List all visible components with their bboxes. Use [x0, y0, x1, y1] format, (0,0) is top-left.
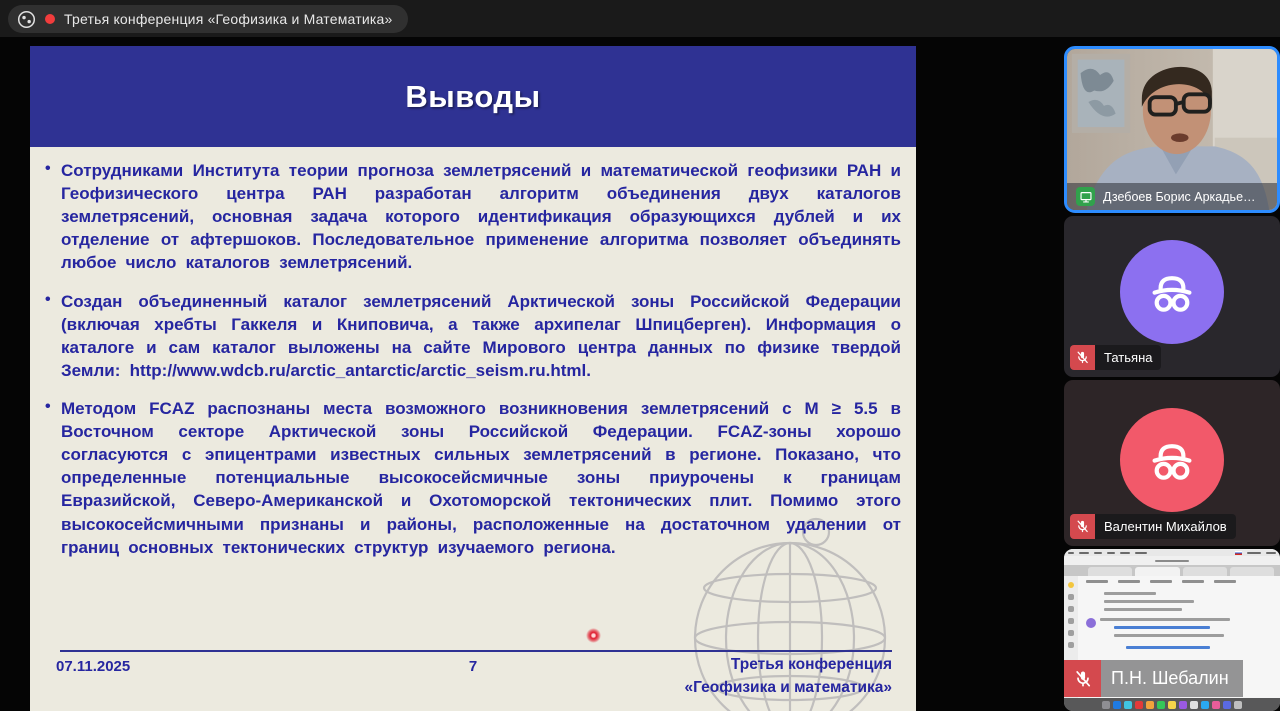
mail-window-title: [1064, 556, 1280, 565]
participant-name: Дзебоев Борис Аркадье…: [1103, 189, 1256, 204]
meeting-title-pill[interactable]: [8, 5, 408, 33]
participant-name: Валентин Михайлов: [1095, 514, 1236, 539]
avatar: [1120, 408, 1224, 512]
browser-tabs: [1064, 565, 1280, 576]
slide-header-band: [30, 46, 916, 147]
participant-name-plate: [1067, 183, 1277, 210]
bullet-marker: •: [45, 290, 51, 308]
app-logo-icon: [17, 10, 36, 29]
bullet-marker: •: [45, 397, 51, 415]
incognito-icon: [1142, 430, 1202, 490]
participant-tile-screenshare[interactable]: [1064, 549, 1280, 711]
meeting-title: Третья конференция «Геофизика и Математика»: [64, 11, 393, 27]
participant-name-plate: [1070, 345, 1161, 370]
laser-pointer-dot: [586, 628, 601, 643]
participant-tile-avatar[interactable]: [1064, 216, 1280, 377]
mic-muted-icon: [1070, 345, 1095, 370]
participant-name: Татьяна: [1095, 345, 1161, 370]
conference-line2: «Геофизика и математика»: [684, 679, 892, 697]
slide-title: Выводы: [405, 78, 541, 114]
mic-muted-icon: [1070, 514, 1095, 539]
bullet-item: [45, 290, 901, 382]
bullet-item: [45, 397, 901, 559]
participant-name-plate: [1064, 660, 1243, 697]
slide-bullet-list: [45, 159, 901, 574]
mail-toolbar: [1078, 576, 1280, 587]
recording-indicator: [45, 14, 55, 24]
bullet-text: Методом FCAZ распознаны места возможного возникновения землетрясений с M ≥ 5.5 в Восточном секторе Арктической зоны Российской Федерации. FCAZ-зоны хорошо согласуются с эпицентрами известных сильных землетрясений в регионе. Показано, что определенные потенциальные высокосейсмичные зоны приурочены к границам Евразийской, Северо-Американской и Охотоморской тектонических плит. Помимо этого высокосейсмичными признаны и районы, расположенные на достаточном удалении от границ основных тектонических структур изучаемого региона.: [61, 398, 901, 557]
mail-message: [1100, 618, 1274, 649]
sender-avatar: [1086, 618, 1096, 628]
window-titlebar: [0, 0, 1280, 37]
screen-share-icon: [1076, 187, 1095, 206]
bullet-item: [45, 159, 901, 275]
incognito-icon: [1142, 262, 1202, 322]
mac-menubar: [1064, 549, 1280, 556]
shared-slide: [30, 46, 916, 711]
bullet-marker: •: [45, 160, 51, 177]
slide-page-number: 7: [468, 658, 478, 675]
participant-name: П.Н. Шебалин: [1101, 660, 1243, 697]
slide-footer-date: 07.11.2025: [56, 658, 131, 675]
bullet-text: Сотрудниками Института теории прогноза землетрясений и математической геофизики РАН и Геофизического центра РАН разработан алгоритм объединения двух каталогов землетрясений, основная задача которого идентификация образующихся дублей и их отделение от афтершоков. Последовательное применение алгоритма позволяет объединять любое число каталогов землетрясений.: [61, 161, 901, 273]
bullet-text: Создан объединенный каталог землетрясений Арктической зоны Российской Федерации (включая хребты Гаккеля и Книповича, а также архипелаг Шпицберген). Информация о каталоге и сам каталог выложены на сайте Мирового центра данных по физике твердой Земли: http://www.wdcb.ru/arctic_antarctic/arctic_seism.ru.html.: [61, 291, 901, 380]
mac-dock: [1064, 698, 1280, 711]
conference-line1: Третья конференция: [730, 656, 892, 673]
avatar: [1120, 240, 1224, 344]
slide-footer-divider: [60, 650, 892, 652]
participant-tile-video[interactable]: [1064, 46, 1280, 213]
mic-muted-icon: [1064, 660, 1101, 697]
slide-footer-conference: [685, 653, 892, 700]
participant-tile-avatar[interactable]: [1064, 380, 1280, 546]
participant-name-plate: [1070, 514, 1236, 539]
